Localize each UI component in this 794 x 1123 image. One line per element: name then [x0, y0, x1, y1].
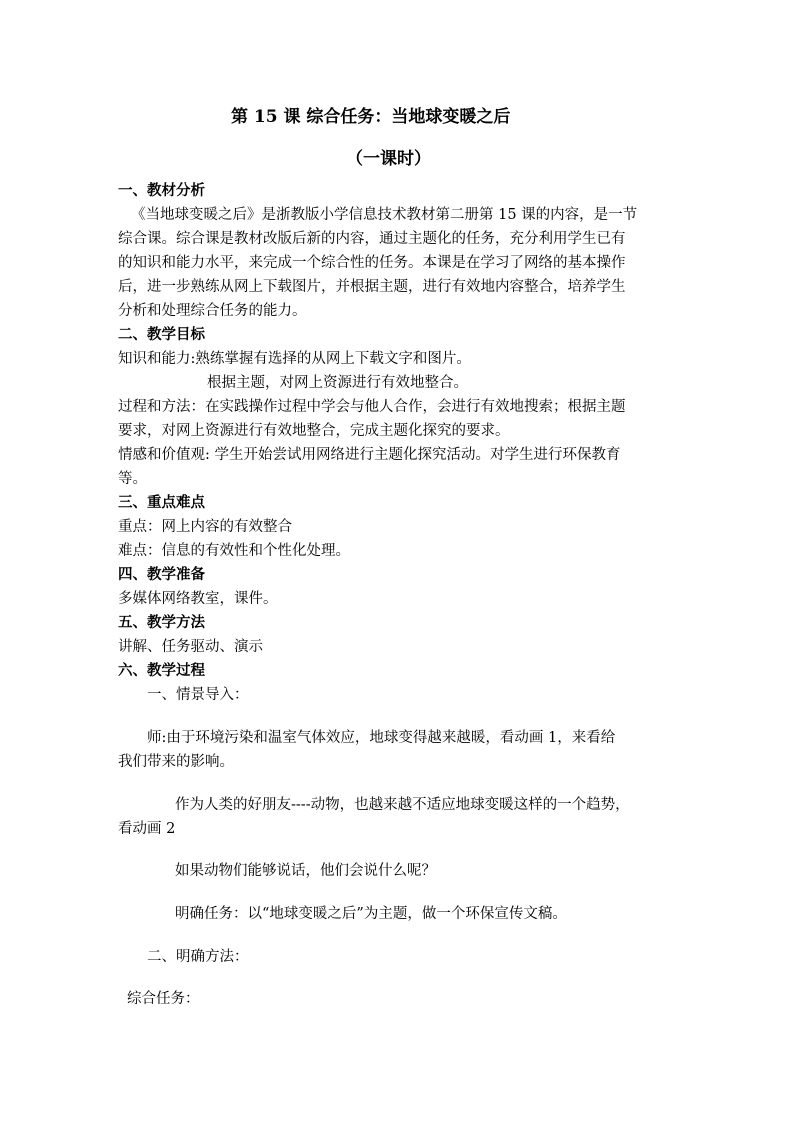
paragraph-line: 要求，对网上资源进行有效地整合，完成主题化探究的要求。	[118, 423, 510, 439]
paragraph-line: 综合任务：	[127, 991, 200, 1007]
paragraph-line: 综合课。综合课是教材改版后新的内容，通过主题化的任务，充分利用学生已有	[118, 231, 626, 247]
paragraph-line: 难点：信息的有效性和个性化处理。	[118, 543, 350, 559]
paragraph-line: 重点：网上内容的有效整合	[118, 519, 292, 535]
section-heading-5: 五、教学方法	[118, 614, 205, 631]
paragraph-line: 情感和价值观: 学生开始尝试用网络进行主题化探究活动。对学生进行环保教育	[118, 447, 621, 463]
paragraph-line: 分析和处理综合任务的能力。	[118, 303, 307, 319]
section-heading-6: 六、教学过程	[118, 662, 205, 679]
paragraph-line: 后，进一步熟练从网上下载图片，并根据主题，进行有效地内容整合，培养学生	[118, 279, 626, 295]
paragraph-line: 二、明确方法：	[147, 949, 249, 965]
paragraph-line: 过程和方法：在实践操作过程中学会与他人合作，会进行有效地搜索；根据主题	[118, 399, 626, 415]
paragraph-line: 《当地球变暖之后》是浙教版小学信息技术教材第二册第 15 课的内容，是一节	[131, 207, 638, 223]
section-heading-2: 二、教学目标	[118, 326, 205, 343]
paragraph-line: 等。	[118, 471, 147, 487]
paragraph-line: 根据主题，对网上资源进行有效地整合。	[207, 375, 468, 391]
paragraph-line: 一、情景导入：	[147, 687, 249, 703]
paragraph-line: 看动画 2	[118, 821, 176, 837]
paragraph-line: 的知识和能力水平，来完成一个综合性的任务。本课是在学习了网络的基本操作	[118, 255, 626, 271]
paragraph-line: 作为人类的好朋友----动物，也越来越不适应地球变暖这样的一个趋势，	[175, 797, 630, 813]
paragraph-line: 我们带来的影响。	[118, 754, 234, 770]
document-subtitle: （一课时）	[346, 149, 431, 169]
paragraph-line: 如果动物们能够说话，他们会说什么呢？	[175, 863, 436, 879]
document-title: 第 15 课 综合任务：当地球变暖之后	[231, 107, 511, 127]
paragraph-line: 讲解、任务驱动、演示	[118, 639, 263, 655]
paragraph-line: 明确任务：以“地球变暖之后”为主题，做一个环保宣传文稿。	[175, 906, 567, 922]
section-heading-3: 三、重点难点	[118, 494, 205, 511]
paragraph-line: 师:由于环境污染和温室气体效应，地球变得越来越暖，看动画 1，来看给	[147, 730, 616, 746]
section-heading-4: 四、教学准备	[118, 566, 205, 583]
section-heading-1: 一、教材分析	[118, 182, 205, 199]
paragraph-line: 多媒体网络教室，课件。	[118, 591, 278, 607]
paragraph-line: 知识和能力:熟练掌握有选择的从网上下载文字和图片。	[118, 351, 471, 367]
